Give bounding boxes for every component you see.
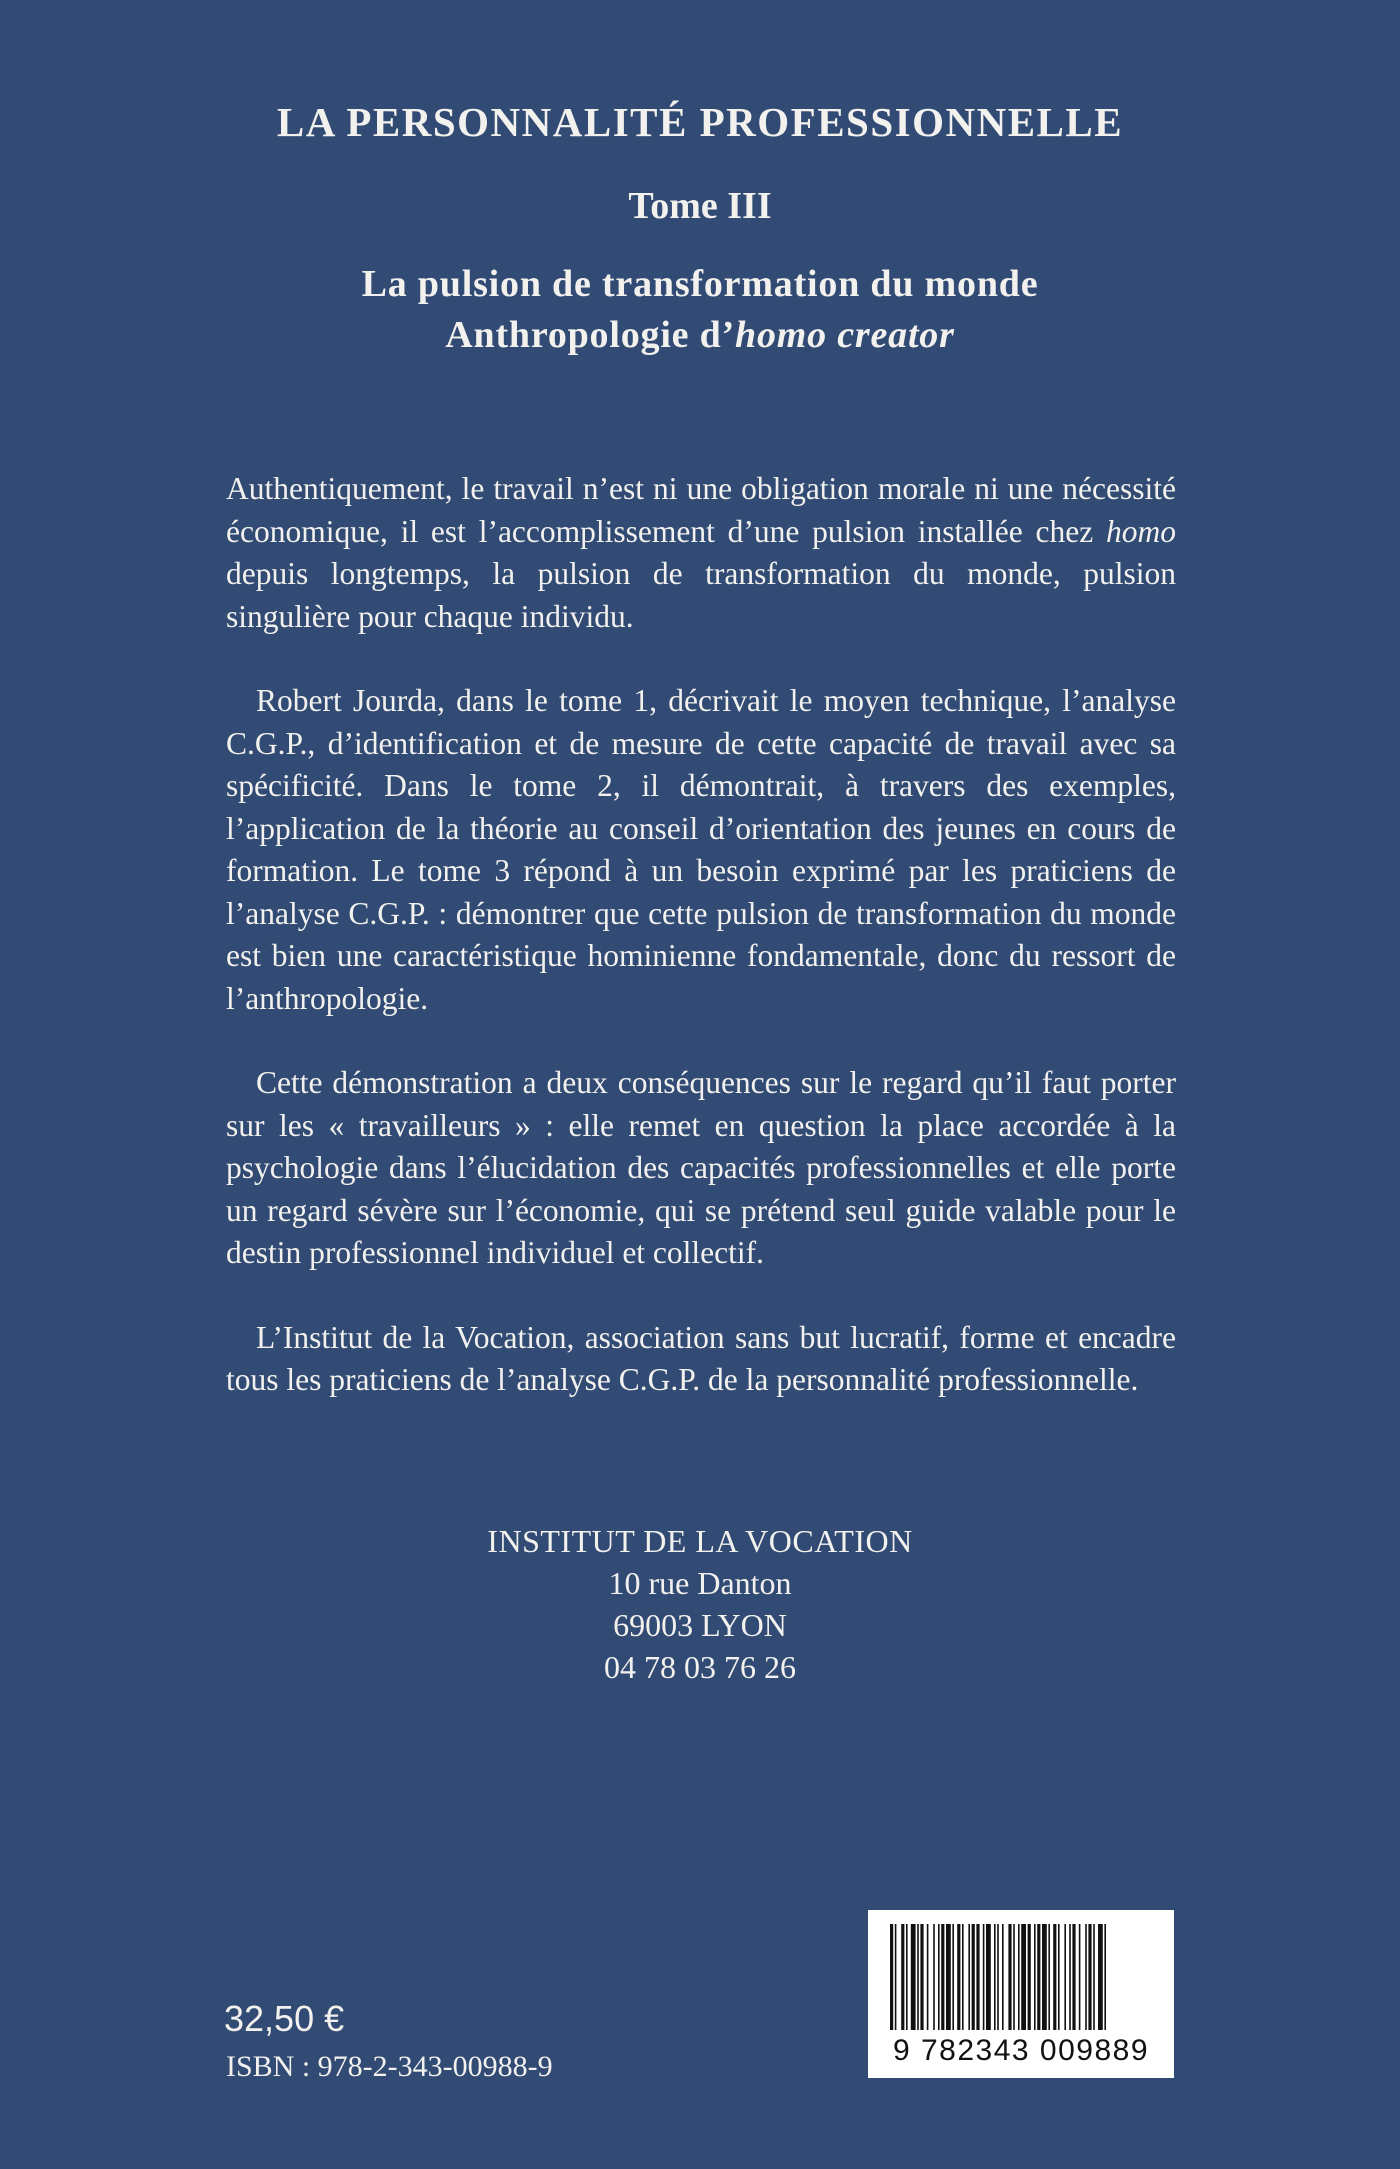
subtitle-prefix: Anthropologie d’ <box>445 314 736 356</box>
subtitle-line-2 <box>0 313 1400 357</box>
blurb-paragraph-4: L’Institut de la Vocation, association sans but lucratif, forme et encadre tous les praticiens de l’analyse C.G.P. de la personnalité professionnelle. <box>226 1319 1176 1397</box>
barcode-digits: 9 782343 009889 <box>892 2034 1150 2067</box>
publisher-address <box>0 1520 1400 1688</box>
blurb-paragraph-3: Cette démonstration a deux conséquences sur le regard qu’il faut porter sur les « travailleurs » : elle remet en question la place accordée à la psychologie dans l’élucidation des capacités professionnelles et elle porte un regard sévère sur l’économie, qui se prétend seul guide valable pour le destin professionnel individuel et collectif. <box>226 1065 1176 1270</box>
price: 32,50 € <box>224 1998 345 2039</box>
subtitle-line-1: La pulsion de transformation du monde <box>361 263 1039 305</box>
isbn: ISBN : 978-2-343-00988-9 <box>226 2050 553 2083</box>
p1-text-before: Authentiquement, le travail n’est ni une obligation morale ni une nécessité économique, il est l’accomplissement d’une pulsion installée chez <box>226 471 1176 549</box>
blurb-paragraph-2: Robert Jourda, dans le tome 1, décrivait le moyen technique, l’analyse C.G.P., d’identification et de mesure de cette capacité de travail avec sa spécificité. Dans le tome 2, il démontrait, à travers des exemples, l’application de la théorie au conseil d’orientation des jeunes en cours de formation. Le tome 3 répond à un besoin exprimé par les praticiens de l’analyse C.G.P. : démontrer que cette pulsion de transformation du monde est bien une caractéristique hominienne fondamentale, donc du ressort de l’anthropologie. <box>226 683 1176 1016</box>
volume-number: Tome III <box>628 185 772 227</box>
address-street: 10 rue Danton <box>608 1565 792 1601</box>
blurb-paragraph-1 <box>226 468 1176 638</box>
p1-text-after: depuis longtemps, la pulsion de transformation du monde, pulsion singulière pour chaque individu. <box>226 556 1176 634</box>
address-phone: 04 78 03 76 26 <box>604 1649 796 1685</box>
subtitle-italic: homo creator <box>735 314 955 356</box>
series-title: LA PERSONNALITÉ PROFESSIONNELLE <box>276 99 1124 145</box>
blurb <box>226 468 1176 1444</box>
barcode <box>868 1910 1174 2078</box>
p1-italic-word: homo <box>1106 513 1176 549</box>
address-name: INSTITUT DE LA VOCATION <box>487 1523 913 1559</box>
address-city: 69003 LYON <box>613 1607 787 1643</box>
